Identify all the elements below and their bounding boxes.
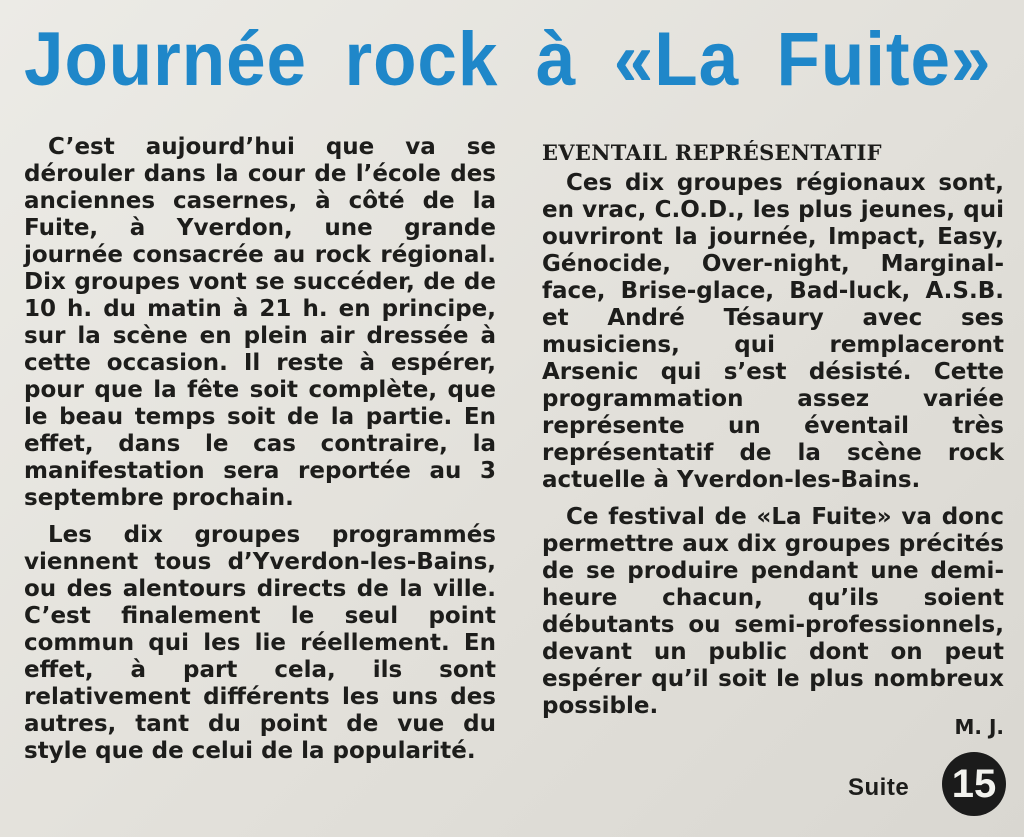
paragraph: C’est aujourd’hui que va se dérouler dans la cour de l’école des anciennes casernes, à côté de la Fuite, à Yverdon, une grande journée consacrée au rock régional. Dix groupes vont se succéder, de de 10 h. du matin à 21 h. en principe, sur la scène en plein air dressée à cette occasion. Il reste à espérer, pour que la fête soit complète, que le beau temps soit de la partie. En effet, dans le cas contraire, la manifestation sera reportée au 3 septembre prochain. bbox=[24, 134, 496, 511]
paragraph: Ces dix groupes régionaux sont, en vrac, C.O.D., les plus jeunes, qui ouvriront la journée, Impact, Easy, Génocide, Over-night, Marginal-face, Brise-glace, Bad-luck, A.S.B. et André Tésaury avec ses musiciens, qui remplaceront Arsenic qui s’est désisté. Cette programmation assez variée représente un éventail très représentatif de la scène rock actuelle à Yverdon-les-Bains. bbox=[542, 170, 1004, 493]
continuation-label: Suite bbox=[848, 774, 910, 801]
headline: Journée rock à «La Fuite» bbox=[24, 17, 992, 102]
left-column bbox=[24, 134, 496, 765]
page-number-badge: 15 bbox=[942, 752, 1006, 816]
paragraph: Ce festival de «La Fuite» va donc permettre aux dix groupes précités de se produire pendant une demi-heure chacun, qu’ils soient débutants ou semi-professionnels, devant un public dont on peut espérer qu’il soit le plus nombreux possible. bbox=[542, 504, 1004, 719]
author-signature: M. J. bbox=[954, 715, 1004, 739]
section-heading: EVENTAIL REPRÉSENTATIF bbox=[542, 140, 882, 165]
right-column bbox=[542, 140, 1004, 738]
paragraph: Les dix groupes programmés viennent tous d’Yverdon-les-Bains, ou des alentours directs de la ville. C’est finalement le seul point commun qui les lie réellement. En effet, à part cela, ils sont relativement différents les uns des autres, tant du point de vue du style que de celui de la popularité. bbox=[24, 522, 496, 764]
